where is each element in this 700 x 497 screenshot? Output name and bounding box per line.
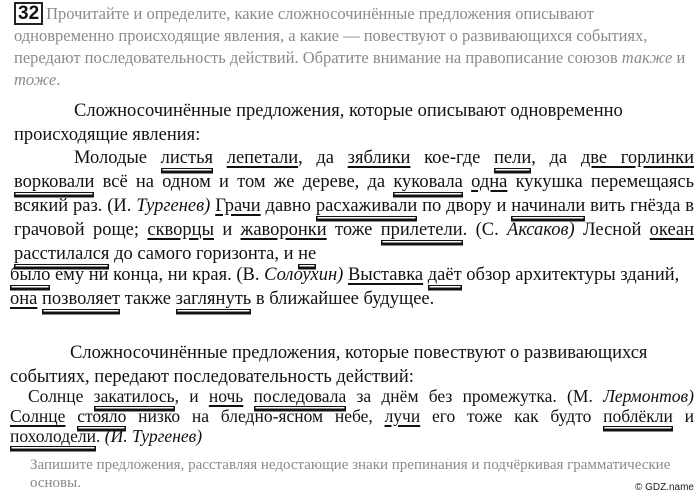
predicate: листья <box>160 148 214 168</box>
text <box>213 148 227 168</box>
text: в ближайшее будущее. <box>251 289 435 309</box>
site-credit: © GDZ.name <box>634 482 694 493</box>
footer-instruction: Запишите предложения, расставляя недостающие знаки препинания и подчёркивая грамматические основы. <box>30 457 671 491</box>
subject: океан <box>649 220 694 240</box>
conj-tozhe: тоже <box>14 70 57 89</box>
author: Тургенев) <box>136 196 211 216</box>
predicate: заглянуть <box>175 289 252 309</box>
subject: лучи <box>384 406 421 426</box>
subject: жаворонки <box>240 220 327 240</box>
subject: одна <box>471 172 508 192</box>
text: , и <box>174 386 209 406</box>
subject: ночь <box>208 386 244 406</box>
subject: Выставка <box>347 265 424 285</box>
predicate: похолодели <box>10 426 97 446</box>
task-text: Прочитайте и определите, какие сложносочинённые предложения описывают одновременно происходящие явления, а какие — повествуют о развивающихся событиях, передают последовательность действий. Обратите внимание на правописание союзов <box>14 4 648 67</box>
text: Лесной <box>574 220 650 240</box>
task-instructions <box>14 2 694 91</box>
section2-heading <box>10 341 694 389</box>
predicate: ворковали <box>14 172 95 192</box>
subject: Грачи <box>215 196 261 216</box>
text: кукушка перемещаясь всякий раз. (И. <box>14 172 695 216</box>
text: , да <box>298 148 348 168</box>
subject: Солнце <box>10 406 66 426</box>
text: обзор архитектуры зданий, <box>461 265 680 285</box>
text: кое-где <box>410 148 494 168</box>
text: Молодые <box>74 148 161 168</box>
author: (И. Тургенев) <box>104 426 203 446</box>
subject: скворцы <box>147 220 214 240</box>
predicate: позволяет <box>42 289 121 309</box>
text: всё на одном и том же дереве, да <box>94 172 394 192</box>
predicate: поблёкли <box>603 406 673 426</box>
text: и <box>214 220 241 240</box>
text: также <box>120 289 176 309</box>
section1-heading-text: Сложносочинённые предложения, которые описывают одновременно происходящие явления: <box>14 101 623 145</box>
predicate: куковала <box>393 172 463 192</box>
predicate: начинали <box>511 196 586 216</box>
author: Солоухин) <box>264 265 344 285</box>
section1-heading <box>14 99 694 147</box>
predicate: расхаживали <box>315 196 418 216</box>
predicate: последовала <box>253 386 347 406</box>
text: по двору и <box>417 196 512 216</box>
subject: лепетали <box>226 148 299 168</box>
author: Аксаков) <box>507 220 575 240</box>
text <box>243 386 253 406</box>
text: давно <box>260 196 316 216</box>
author: Лермонтов) <box>603 386 694 406</box>
conj-and: и <box>672 48 686 67</box>
predicate: прилетели <box>380 220 463 240</box>
predicate: не <box>298 244 317 264</box>
task-number: 32 <box>14 2 43 25</box>
paragraph-2 <box>10 263 694 311</box>
text <box>463 172 471 192</box>
predicate: стояло <box>77 406 127 426</box>
text: и <box>672 406 694 426</box>
predicate: пели <box>493 148 532 168</box>
text: его тоже как будто <box>420 406 604 426</box>
predicate: расстилался <box>14 244 110 264</box>
conj-takzhe: также <box>621 48 673 67</box>
text: вить гнёзда в грачовой роще; <box>14 196 694 240</box>
text: до самого горизонта, и <box>109 244 299 264</box>
text: тоже <box>326 220 381 240</box>
paragraph-3 <box>10 386 694 446</box>
text: . (С. <box>462 220 508 240</box>
subject: две горлинки <box>580 148 695 168</box>
text: ему ни конца, ни края. (В. <box>50 265 265 285</box>
predicate: закатилось <box>93 386 175 406</box>
predicate: даёт <box>427 265 462 285</box>
text: , да <box>531 148 581 168</box>
text: . <box>96 426 105 446</box>
predicate: было <box>10 265 51 285</box>
text: Солнце <box>28 386 94 406</box>
text: за днём без промежутка. (М. <box>346 386 604 406</box>
subject: она <box>10 289 38 309</box>
text: низко на бледно-ясном небе, <box>126 406 385 426</box>
subject: зяблики <box>347 148 411 168</box>
paragraph-1 <box>14 146 694 266</box>
task-end: . <box>56 70 61 89</box>
section2-heading-text: Сложносочинённые предложения, которые повествуют о развивающихся событиях, передают последовательность действий: <box>10 343 648 387</box>
text <box>65 406 77 426</box>
